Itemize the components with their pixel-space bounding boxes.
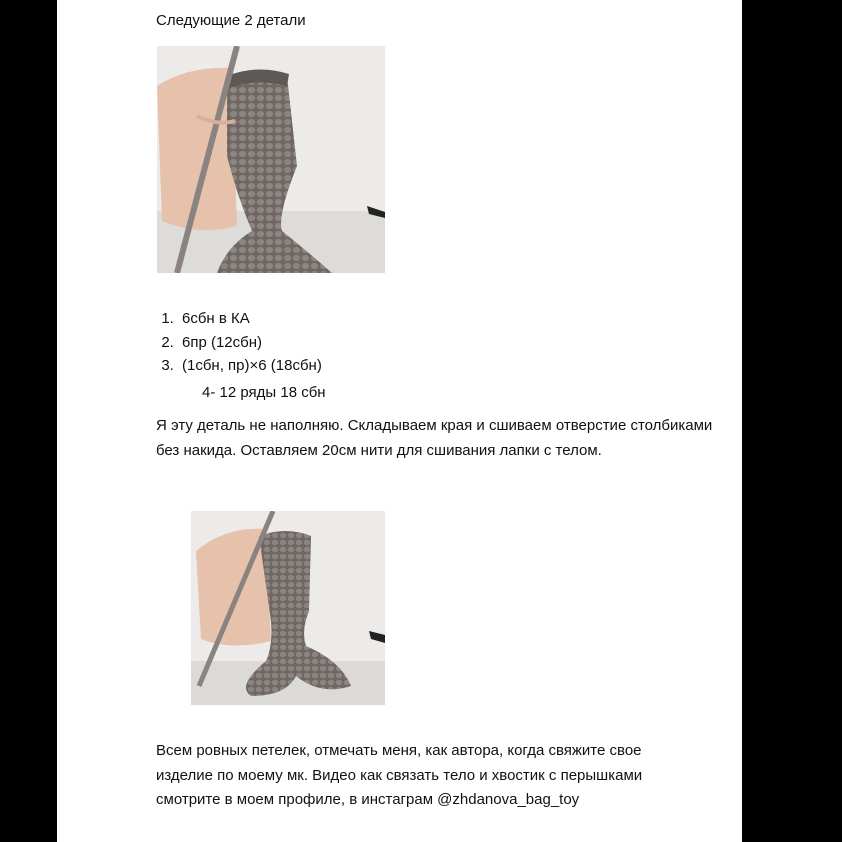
section-heading: Следующие 2 детали	[156, 12, 306, 29]
step-1: 1. 6сбн в КА	[178, 307, 322, 331]
instruction-paragraph: Я эту деталь не наполняю. Складываем края и сшиваем отверстие столбиками без накида. Оставляем 20см нити для сшивания лапки с телом.	[156, 417, 713, 459]
photo-crochet-tail-fin	[191, 511, 385, 705]
step-3: 3. (1сбн, пр)×6 (18сбн)	[178, 354, 322, 378]
steps-list	[156, 307, 322, 378]
step-rows-4-12: 4- 12 ряды 18 сбн	[202, 384, 326, 401]
document-page	[57, 0, 742, 842]
photo-crochet-tail-in-hand	[157, 46, 385, 273]
step-2: 2. 6пр (12сбн)	[178, 331, 322, 355]
closing-paragraph: Всем ровных петелек, отмечать меня, как автора, когда свяжите свое изделие по моему мк. Видео как связать тело и хвостик с перышками смотрите в моем профиле, в инстаграм @zhdanova_bag_toy	[156, 742, 643, 808]
